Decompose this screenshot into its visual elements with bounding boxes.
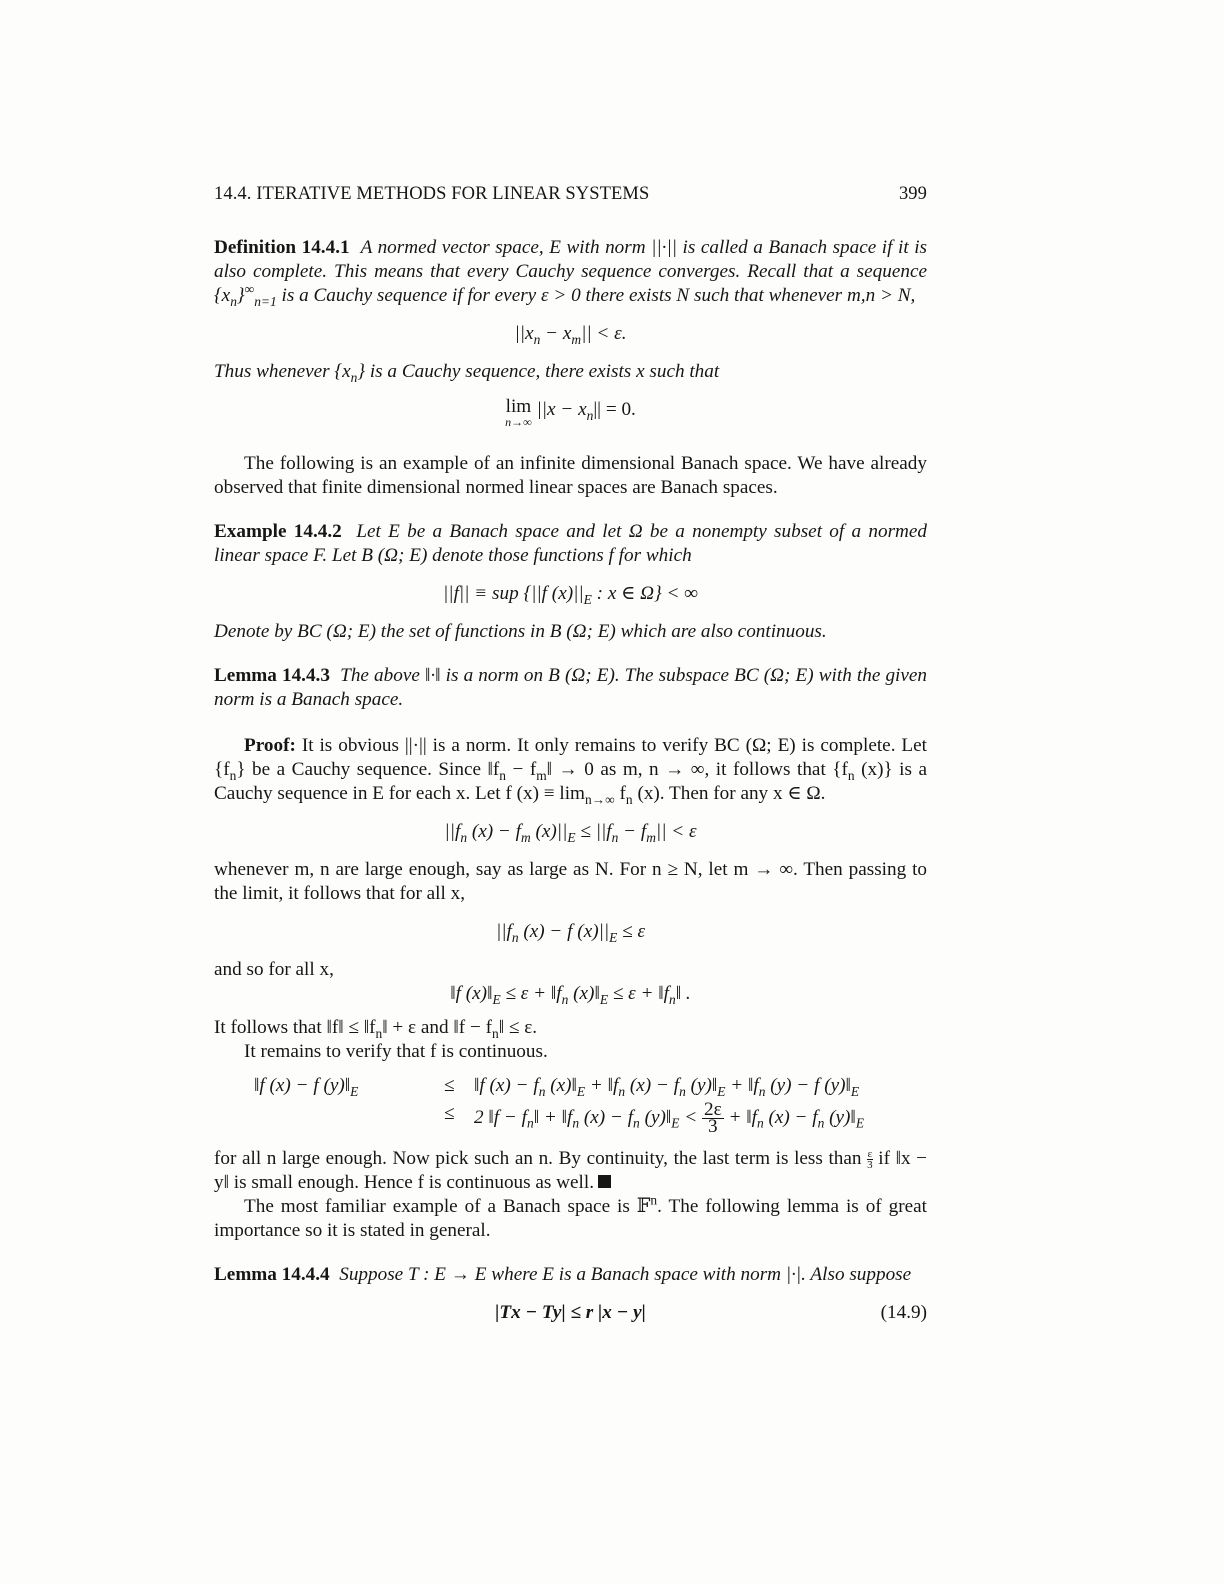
eq-part: (x) − f (763, 1106, 818, 1128)
eq-part: ≤ ε (617, 921, 646, 942)
fraction-numerator: ε (867, 1148, 873, 1161)
eq-part: ‖ . (675, 983, 691, 1004)
eq-part: ||x − x (531, 399, 587, 420)
eq-part: : x ∈ Ω} < ∞ (591, 583, 698, 604)
eq-part: ‖ + ‖f (533, 1106, 573, 1128)
proof-equation-3: ‖f $(x)‖_E \le \varepsilon$ + $‖f_n$ $(x)‖_E \le \varepsilon$ + $‖f_n‖$ . (450, 983, 691, 1007)
fraction-numerator: 2ε (704, 1099, 722, 1120)
paragraph-banach-example: The following is an example of an infinite dimensional Banach space. We have already observed that finite dimensional normed linear spaces are Banach spaces. (214, 453, 927, 498)
lemma-text: The above ‖·‖ is a norm on B (Ω; E). The subspace BC (Ω; E) with the given norm is a Banach space. (214, 665, 927, 710)
fraction-denominator: 3 (867, 1159, 873, 1172)
lim-under: n→∞ (505, 415, 532, 429)
example-text: Let E be a Banach space and let Ω be a nonempty subset of a normed linear space F. Let B (Ω; E) denote those functions f for which (214, 521, 928, 566)
eq-part: ||f (444, 821, 461, 842)
eq-part: (x) − f (467, 821, 521, 842)
text-part: ‖ ≤ ε. (498, 1017, 538, 1038)
lemma-title: Lemma 14.4.4 (214, 1264, 330, 1285)
eq-part: (x)|| (530, 821, 568, 842)
align-rhs-1: ‖f $(x) - f_n$ $(x)‖_E$ + $‖f_n$ $(x) - f_n$ $(y)‖_E$ + $‖f_n$ (y) − f $(y)‖_E$ (474, 1075, 860, 1099)
proof-paragraph-2: whenever m, n are large enough, say as large as N. For n ≥ N, let m → ∞. Then passing to the limit, it follows that for all x, (214, 859, 927, 904)
lemma-title: Lemma 14.4.3 (214, 665, 330, 686)
page (214, 182, 927, 1339)
proof-paragraph-6 (214, 1147, 927, 1195)
equation-number: (14.9) (880, 1302, 927, 1323)
proof-equation-1: $||f_n$ $(x) - f_m$ $(x)||_E \le ||f_n - f_m|| < \varepsilon$ (444, 821, 697, 845)
proof-label: Proof: (244, 735, 296, 756)
seq-symbol: {x (214, 285, 231, 306)
lemma-14-4-4 (214, 1263, 927, 1287)
eq-part: ||f (495, 921, 512, 942)
example-text-2: Denote by BC (Ω; E) the set of functions in B (Ω; E) which are also continuous. (214, 621, 827, 642)
text-part: − f (506, 759, 537, 780)
seq-sup: ∞ (244, 281, 255, 297)
small-fraction (867, 1149, 873, 1170)
proof-paragraph-1: Proof: It is obvious ||·|| is a norm. It only remains to verify BC (Ω; E) is complete. Let $\{f_n\}$ be a Cauchy sequence. Since $‖f_n$ − $f_m‖ \to 0$ as m, n → ∞, it follows that {$f_n$ (x)} is a Cauchy sequence in E for each x. Let f $(x) \equiv \lim_{n\to\infty} f_n$ (x). Then for any x ∈ Ω. (214, 735, 928, 807)
text-part: (x)} is a Cauchy sequence in E for each x. Let f (x) ≡ lim (214, 759, 927, 804)
eq-part: ≤ ε + ‖f (608, 983, 670, 1004)
fraction (702, 1099, 724, 1137)
page-number: 399 (898, 184, 927, 204)
eq-part: ≤ ε + ‖f (500, 983, 562, 1004)
align-rel-1: ≤ (444, 1075, 455, 1096)
continuity-estimate (254, 1074, 927, 1135)
text-part: ‖ + ε and ‖f − f (382, 1017, 492, 1038)
qed-square-icon (598, 1175, 611, 1188)
text-part: } be a Cauchy sequence. Since ‖f (236, 759, 500, 780)
definition-text-3: Thus whenever $\{x_n\}$ is a Cauchy sequence, there exists x such that (214, 361, 720, 385)
eq-part: (x)‖ (545, 1075, 577, 1096)
eq-part: |Tx − Ty| ≤ r |x − y| (495, 1302, 646, 1323)
eq-part: < (679, 1106, 703, 1128)
text-part: It follows that ‖f‖ ≤ ‖f (214, 1017, 376, 1038)
eq-part: (x) − f (625, 1075, 680, 1096)
eq-part: 2 ‖f − f (474, 1106, 527, 1128)
contraction-inequality (214, 1301, 927, 1325)
lim-word: lim (505, 396, 532, 417)
definition-text-2: is a Cauchy sequence if for every ε > 0 there exists N such that whenever m,n > N, (281, 285, 916, 306)
proof-equation-2: $||f_n$ (x) − f $(x)||_E \le \varepsilon$ (495, 921, 646, 945)
definition-14-4-1: Definition 14.4.1 A normed vector space, E with norm ||·|| is called a Banach space if it is also complete. This means that every Cauchy sequence converges. Recall that a sequence $\{x_n\}^\infty_{n=1}$ is a Cauchy sequence if for every ε > 0 there exists N such that whenever m,n > N, (214, 237, 928, 309)
cauchy-inequality: $||x_n - x_m|| < \varepsilon$. (514, 323, 627, 347)
seq-sub: n=1 (254, 293, 277, 309)
align-rel-2: ≤ (444, 1103, 455, 1124)
text-part: for all n large enough. Now pick such an n. By continuity, the last term is less than (214, 1148, 862, 1169)
eq-part: (y)‖ (639, 1106, 672, 1128)
text-part: ‖ → 0 as m, n → ∞, it follows that {f (546, 759, 848, 780)
lemma-14-4-3 (214, 664, 927, 712)
proof-paragraph-3: and so for all x, (214, 959, 334, 980)
limit-equation: lim n→∞ $||x - x_n|| = 0$. (505, 396, 636, 429)
text-part: The most familiar example of a Banach space is 𝔽 (244, 1196, 651, 1217)
eq-part: ||f|| ≡ sup {||f (x)|| (443, 583, 584, 604)
superscript: n (650, 1192, 658, 1208)
eq-part: || = 0. (593, 399, 636, 420)
eq-part: ‖f (x) − f (y)‖ (254, 1075, 351, 1096)
text-part: if ‖x − y‖ is small enough. Hence f is continuous as well. (214, 1148, 928, 1193)
text-part: } is a Cauchy sequence, there exists x such that (357, 361, 720, 382)
sup-norm-equation: ||f|| ≡ sup {||f $(x)||_E$ : x ∈ Ω} < ∞ (443, 583, 698, 607)
proof-paragraph-5: It remains to verify that f is continuous. (244, 1041, 548, 1062)
eq-part: (y)‖ (685, 1075, 718, 1096)
eq-part: (x)‖ (568, 983, 600, 1004)
text-part: (x). Then for any x ∈ Ω. (632, 783, 826, 804)
align-rhs-2: 2 ‖f − $f_n‖$ + $‖f_n$ $(x) - f_n$ $(y)‖_E$ < $\frac{2\varepsilon}{3}$ + $‖f_n$ $(x) - f_n$ $(y)‖_E$ (474, 1099, 865, 1137)
eq-part: + ‖f (585, 1075, 619, 1096)
eq-part: (y)‖ (824, 1106, 856, 1128)
example-title: Example 14.4.2 (214, 521, 342, 542)
definition-text: A normed vector space, E with norm ||·|| is called a Banach space if it is also complete. This means that every Cauchy sequence converges. Recall that a sequence (214, 237, 928, 282)
section-title: 14.4. ITERATIVE METHODS FOR LINEAR SYSTEMS (214, 184, 650, 204)
text-part: . The following lemma is of great importance so it is stated in general. (214, 1196, 927, 1241)
eq-part: || < ε. (581, 323, 627, 344)
lemma-text: Suppose T : E → E where E is a Banach space with norm |·|. Also suppose (339, 1264, 912, 1285)
running-head (214, 182, 927, 206)
eq-part: (y) − f (y)‖ (765, 1075, 851, 1096)
eq-part: + ‖f (723, 1106, 757, 1128)
eq-part: + ‖f (725, 1075, 759, 1096)
eq-part: ‖f (x)‖ (450, 983, 493, 1004)
eq-part: (x) − f (579, 1106, 634, 1128)
proof-paragraph-4: It follows that ‖f‖ ≤ $‖f_n‖ + \varepsilon$ and ‖f − $f_n‖ \le \varepsilon$. (214, 1017, 538, 1041)
example-14-4-2 (214, 520, 927, 568)
text-part: f (614, 783, 626, 804)
eq-part: ‖f (x) − f (474, 1075, 539, 1096)
definition-title: Definition 14.4.1 (214, 237, 350, 258)
eq-part: ||x (514, 323, 534, 344)
paragraph-familiar-example (214, 1192, 927, 1243)
fraction-denominator: 3 (708, 1116, 718, 1137)
eq-part: ≤ ||f (575, 821, 612, 842)
eq-part: || < ε (655, 821, 697, 842)
text-part: Thus whenever {x (214, 361, 351, 382)
eq-part: (x) − f (x)|| (518, 921, 610, 942)
eq-part: − f (618, 821, 647, 842)
align-lhs: ‖f (x) − f $(y)‖_E$ (254, 1075, 359, 1099)
text-part: It is obvious ||·|| is a norm. It only remains to verify BC (Ω; E) is complete. Let {f (214, 735, 928, 780)
